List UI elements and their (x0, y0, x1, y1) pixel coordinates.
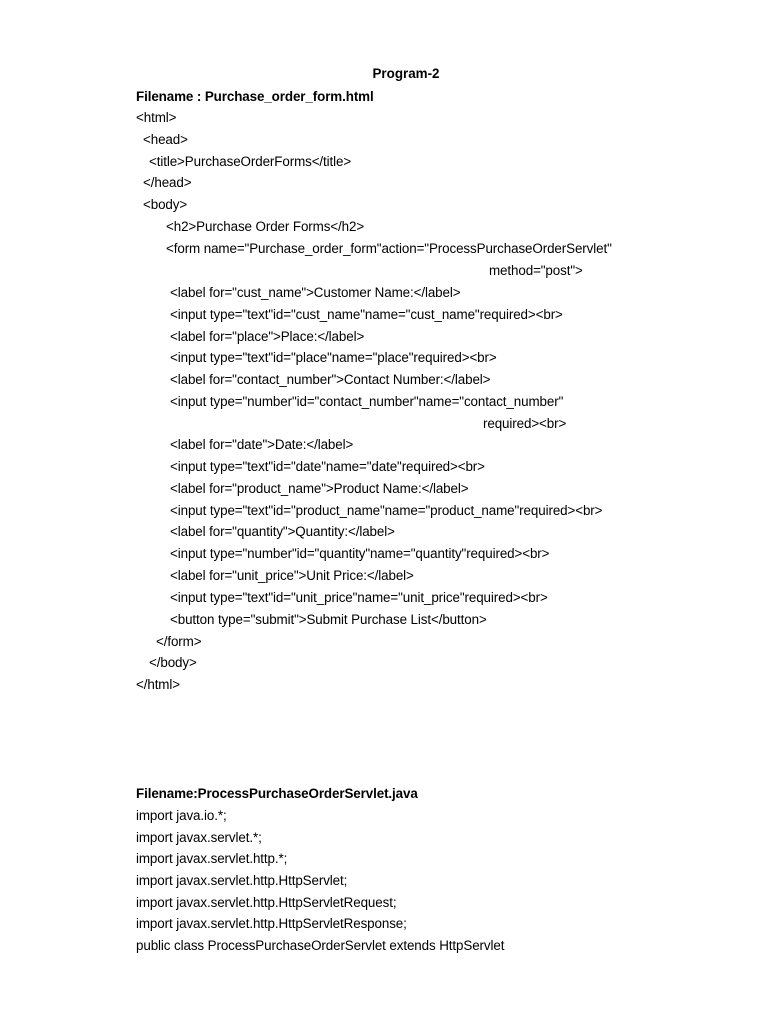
code-line: <form name="Purchase_order_form"action="ProcessPurchaseOrderServlet" (166, 241, 612, 256)
code-line: <input type="text"id="date"name="date"required><br> (170, 459, 485, 474)
program-title: Program-2 (372, 66, 440, 81)
code-line: </html> (136, 677, 180, 692)
code-line: import javax.servlet.http.*; (136, 851, 288, 866)
code-line: import javax.servlet.*; (136, 830, 262, 845)
code-line: <label for="product_name">Product Name:</label> (170, 481, 469, 496)
code-line: </form> (156, 634, 202, 649)
code-line: import javax.servlet.http.HttpServletRequest; (136, 895, 397, 910)
code-line: <input type="text"id="product_name"name="product_name"required><br> (170, 503, 603, 518)
code-line: public class ProcessPurchaseOrderServlet extends HttpServlet (136, 938, 505, 953)
code-line: <body> (143, 197, 188, 212)
code-line: import javax.servlet.http.HttpServlet; (136, 873, 348, 888)
code-line: import java.io.*; (136, 808, 227, 823)
code-line: </body> (149, 655, 197, 670)
code-line: <input type="text"id="cust_name"name="cust_name"required><br> (170, 307, 563, 322)
code-line: required><br> (483, 416, 567, 431)
java-filename: Filename:ProcessPurchaseOrderServlet.java (136, 786, 418, 801)
code-line: import javax.servlet.http.HttpServletResponse; (136, 916, 407, 931)
code-line: method="post"> (489, 263, 583, 278)
code-line: <input type="number"id="quantity"name="quantity"required><br> (170, 546, 550, 561)
code-line: <input type="number"id="contact_number"name="contact_number" (170, 394, 564, 409)
code-line: <head> (143, 132, 188, 147)
html-filename: Filename : Purchase_order_form.html (136, 89, 374, 104)
code-line: </head> (143, 175, 192, 190)
code-line: <input type="text"id="place"name="place"required><br> (170, 350, 497, 365)
code-line: <label for="cust_name">Customer Name:</label> (170, 285, 461, 300)
code-line: <button type="submit">Submit Purchase List</button> (170, 612, 487, 627)
code-line: <label for="place">Place:</label> (170, 329, 365, 344)
code-line: <label for="unit_price">Unit Price:</label> (170, 568, 414, 583)
code-line: <label for="quantity">Quantity:</label> (170, 524, 395, 539)
code-line: <title>PurchaseOrderForms</title> (149, 154, 352, 169)
code-line: <input type="text"id="unit_price"name="unit_price"required><br> (170, 590, 548, 605)
code-line: <label for="contact_number">Contact Number:</label> (170, 372, 491, 387)
code-line: <html> (136, 110, 177, 125)
code-line: <h2>Purchase Order Forms</h2> (166, 219, 365, 234)
code-line: <label for="date">Date:</label> (170, 437, 354, 452)
